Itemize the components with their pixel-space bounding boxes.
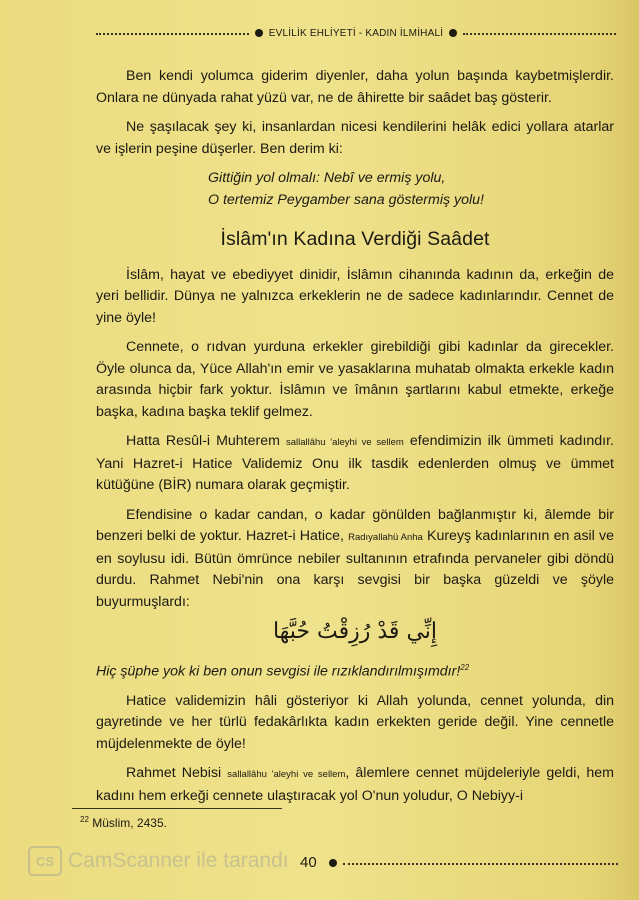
watermark-text: CamScanner ile tarandı [68,849,289,872]
running-header [96,24,616,42]
paragraph-3-part-b: efendimizin ilk ümmeti kadındır. Yani Hazret-i Hatice Validemiz Onu ilk tasdik edenlerden olmuş ve ümmet kütüğüne (BİR) numara olarak geçmiştir. [96,433,614,493]
footer-bullet [329,859,337,867]
paragraph-5: Hatice validemizin hâli gösteriyor ki Allah yolunda, cennet yolunda, din gayretinde ve her türlü fedakârlıkta kadın erkekten geride değil. Yine cennetle müjdelenmekte de öyle! [96,692,614,752]
verse-line-2: O tertemiz Peygamber sana göstermiş yolu! [208,191,484,208]
paragraph-6-part-a: Rahmet Nebisi [126,765,228,782]
page-footer [300,854,618,871]
paragraph-6 [96,763,614,807]
paragraph-4-part-b: Kureyş kadınlarının en asil ve en soylusu idi. Bütün ömrünce nebiler sultanının etrafında pervaneler gibi döndü durdu. Rahmet Nebi'nin ona karşı sevgisi bir başka güzeldi ve şöyle buyurmuşlardı: [96,528,614,610]
paragraph-4-part-a: Efendisine o kadar candan, o kadar gönülden bağlanmıştır ki, âlemde bir benzeri belki de yoktur. Hazret-i Hatice, [96,506,614,544]
honorific: sallallâhu 'aleyhi ve sellem [227,769,346,781]
footer-dot-leader [343,863,618,865]
arabic-quote: إِنِّي قَدْ رُزِقْتُ حُبَّهَا [272,619,438,644]
running-title: EVLİLİK EHLİYETİ - KADIN İLMİHALİ [268,27,444,39]
paragraph-2: Cennete, o rıdvan yurduna erkekler girebildiği gibi kadınlar da girecekler. Öyle olunca da, Yüce Allah'ın emir ve yasaklarına muhatab olmakta erkekle kadın arasında hiçbir fark yoktur. İslâmın ve îmânın şartlarını kabul etmekte, erkeğe başka, kadına başka teklif gelmez. [96,339,614,420]
paragraph-4 [96,505,614,614]
paragraph-6-part-b: , âlemlere cennet müjdeleriyle geldi, hem kadını hem erkeği cennete ulaştıracak yol O'nun yoludur, O Nebiyy-i [96,765,614,804]
honorific: Radıyallahü Anha [348,532,423,543]
paragraph-intro-2: Ne şaşılacak şey ki, insanlardan nicesi kendilerini helâk edici yollara atarlar ve işlerin peşine düşerler. Ben derim ki: [96,119,614,157]
verse [96,168,614,211]
honorific: sallallâhu 'aleyhi ve sellem [285,437,404,448]
translation-text: Hiç şüphe yok ki ben onun sevgisi ile rızıklandırılmışımdır! [96,663,461,680]
verse-line-1: Gittiğin yol olmalı: Nebî ve ermiş yolu, [208,170,446,186]
scanner-watermark [28,846,289,876]
paragraph-intro-1: Ben kendi yolumca giderim diyenler, daha yolun başında kaybetmişlerdir. Onlara ne dünyada rahat yüzü var, ne de âhirette bir saâdet baş gösterir. [96,68,614,106]
footnote-text: Müslim, 2435. [92,816,167,830]
paragraph-3 [96,431,614,497]
paragraph-1: İslâm, hayat ve ebediyyet dinidir, İslâmın cihanında kadının da, erkeğin de yeri bellidir. Dünya ne yalnızca erkeklerin ne de sadece kadınlarındır. Cennet de yine öyle! [96,266,614,326]
footnote-rule [72,808,282,809]
header-dot-leader-right [463,33,616,35]
footnote [80,815,167,830]
footnote-ref: 22 [460,662,470,672]
header-bullet-left [255,29,263,37]
camscanner-logo-icon: CS [28,846,62,876]
paragraph-3-part-a: Hatta Resûl-i Muhterem [126,433,286,449]
header-dot-leader-left [96,33,249,35]
footnote-number: 22 [80,815,89,824]
translation [96,657,614,683]
page-number: 40 [300,854,317,871]
header-bullet-right [449,29,457,37]
section-heading: İslâm'ın Kadına Verdiği Saâdet [220,228,490,250]
page-body [96,66,614,815]
